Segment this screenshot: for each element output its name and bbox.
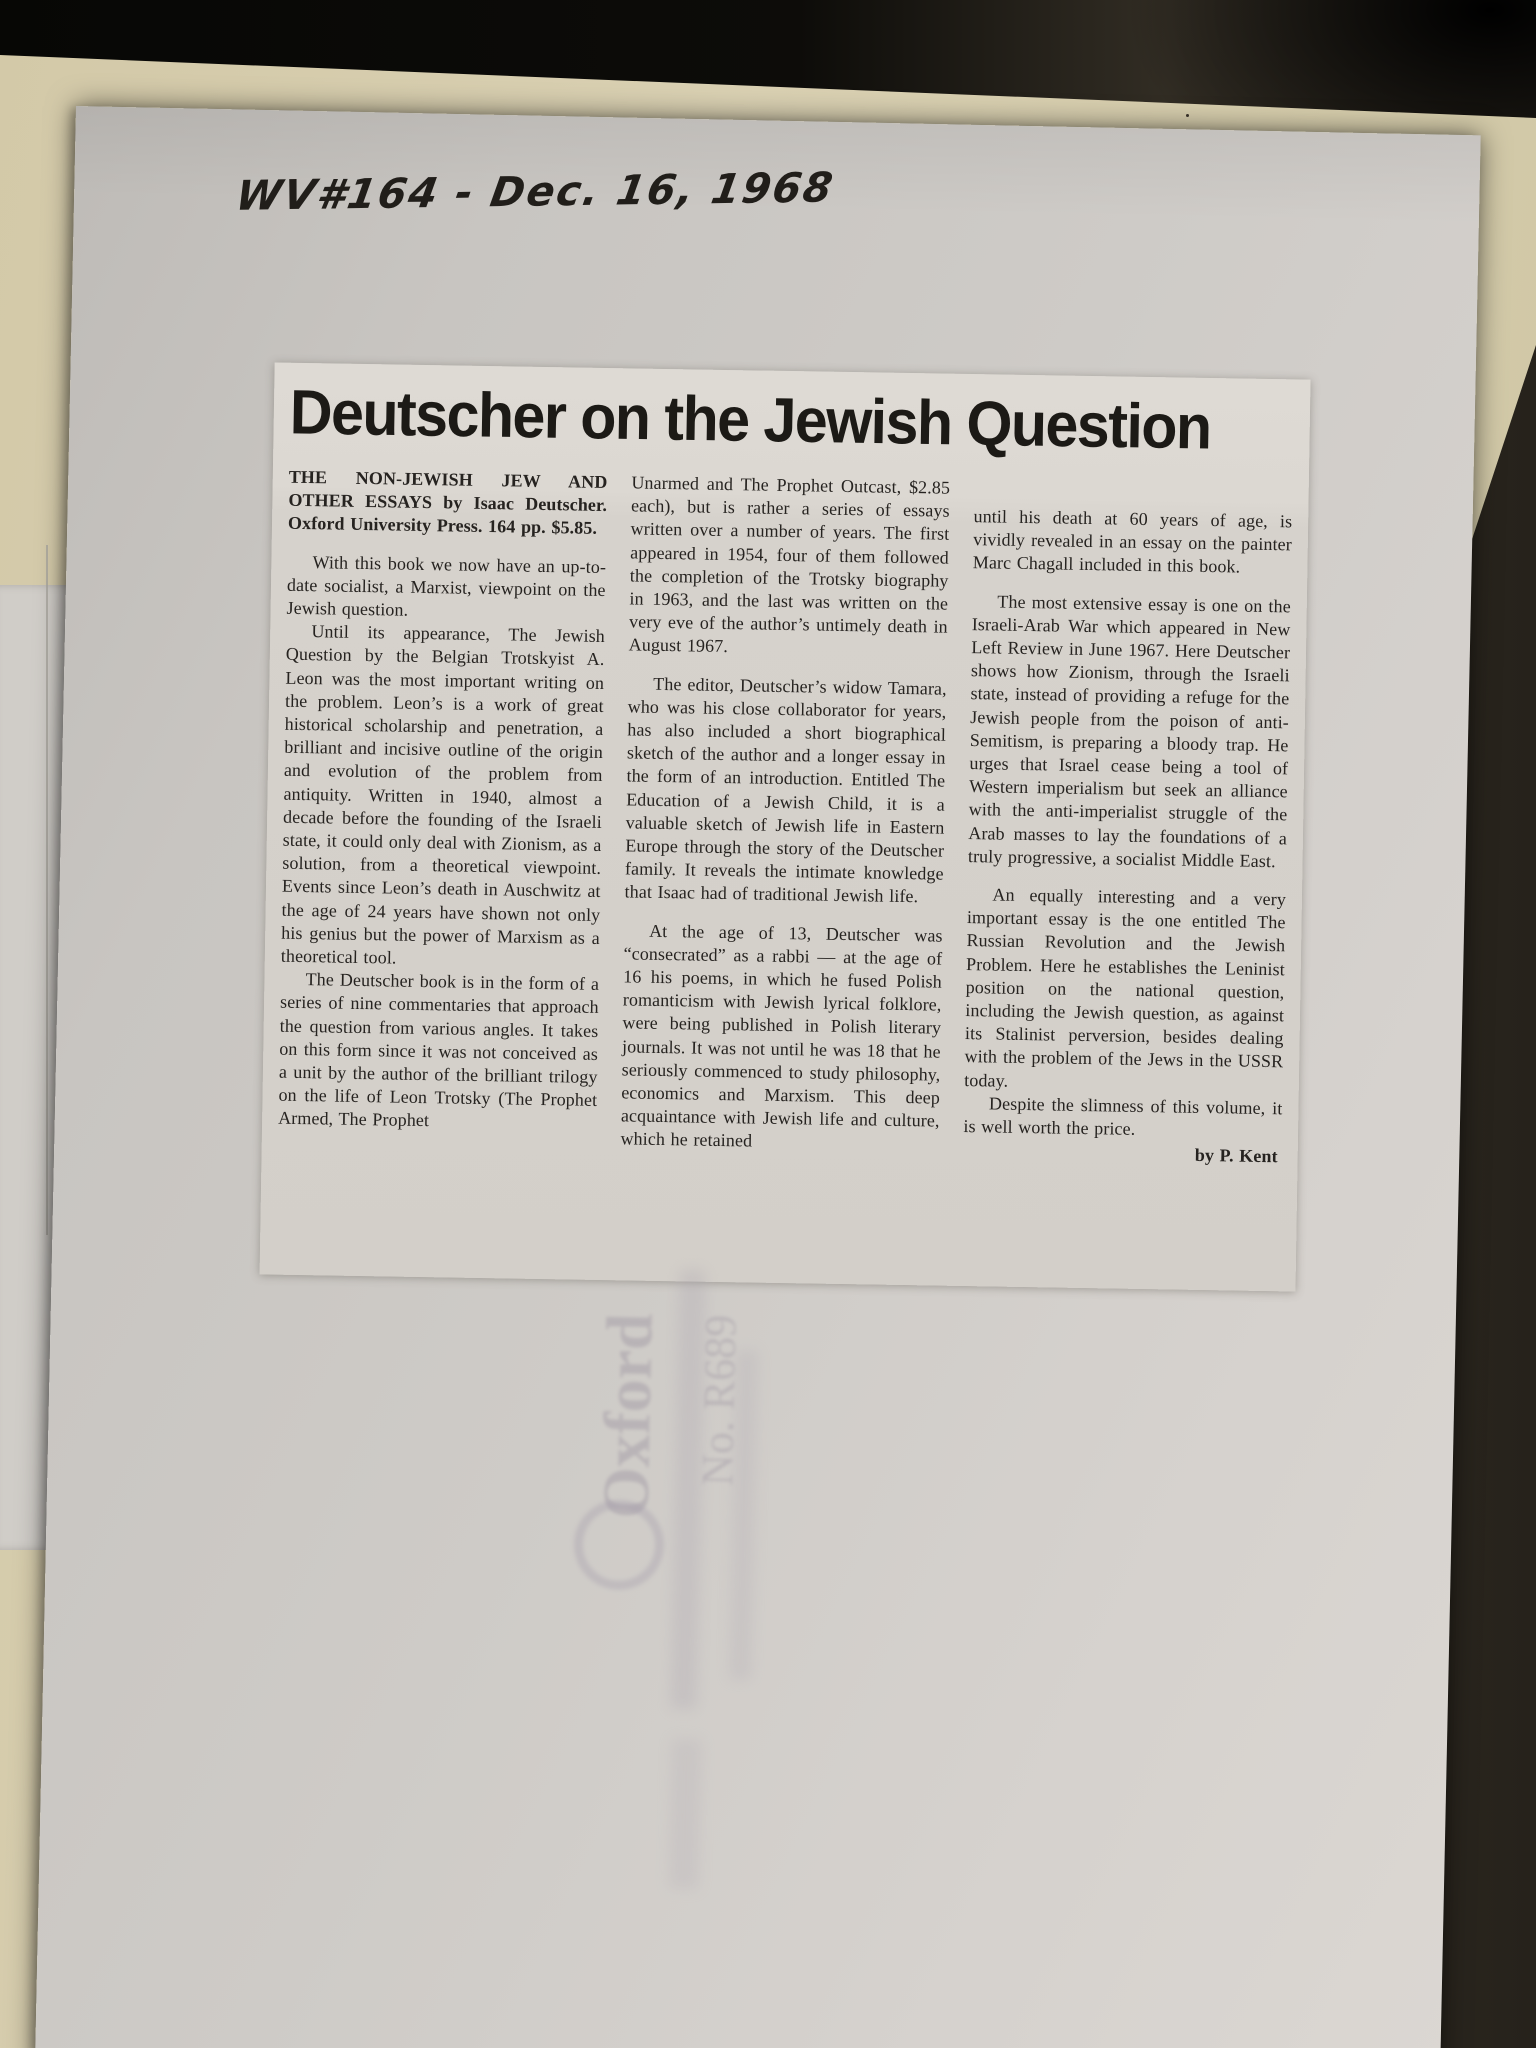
- stamp-circle-logo: [573, 1499, 665, 1591]
- stamp-smudge: [671, 1269, 706, 1709]
- article-paragraph: Until its appearance, The Jewish Question by the Belgian Trotskyist A. Leon was the most important writing on the problem. Leon’s is a work of great historical scholarship and penetration, a brilliant and incisive outline of the origin and evolution of the problem from antiquity. Written in 1940, almost a decade before the founding of the Israeli state, it could only deal with Zionism, as a solution, from a theoretical viewpoint. Events since Leon’s death in Auschwitz at the age of 24 years have shown not only his genius but the power of Marxism as a theoretical tool.: [280, 621, 606, 968]
- scan-sheet: [35, 106, 1481, 2048]
- article-column-1: [278, 466, 608, 1158]
- byline: by P. Kent: [1194, 1145, 1278, 1167]
- article-paragraph: At the age of 13, Deutscher was “consecrated” as a rabbi — at the age of 16 his poems, in which he fused Polish romanticism with Jewish lyrical folklore, were being published in Polish literary journals. It was not until he was 18 that he seriously commenced to study philosophy, economics and Marxism. This deep acquaintance with Jewish life and culture, which he retained: [620, 920, 943, 1151]
- article-columns: [278, 466, 1293, 1169]
- article-column-2: [620, 471, 950, 1163]
- article-paragraph: The Deutscher book is in the form of a series of nine commentaries that approach the question from various angles. It takes on this form since it was not conceived as a unit by the author of the brilliant trilogy on the life of Leon Trotsky (The Prophet Armed, The Prophet: [277, 969, 600, 1131]
- handwritten-annotation: WV#164 - Dec. 16, 1968: [232, 163, 838, 220]
- article-paragraph: The most extensive essay is one on the Israeli-Arab War which appeared in New Left Review in June 1967. Here Deutscher shows how Zionism, through the Israeli state, instead of providing a refuge for the Jewish people from the poison of anti-Semitism, is preparing a bloody trap. He urges that Israel cease being a tool of Western imperialism but seek an alliance with the anti-imperialist struggle of the Arab masses to lay the foundations of a truly progressive, a socialist Middle East.: [967, 591, 1291, 871]
- article-paragraph: The editor, Deutscher’s widow Tamara, who was his close collaborator for years, has also included a short biographical sketch of the author and a longer essay in the form of an introduction. Entitled The Education of a Jewish Child, it is a valuable sketch of Jewish life in Eastern Europe through the story of the Deutscher family. It reveals the intimate knowledge that Isaac had of traditional Jewish life.: [624, 673, 947, 907]
- article-paragraph: Despite the slimness of this volume, it is well worth the price.: [963, 1093, 1283, 1139]
- article-paragraph: An equally interesting and a very important essay is the one entitled The Russian Revolution and the Jewish Problem. Here he establishes the Leninist position on the national question, including the Jewish question, as against its Stalinist perversion, besides dealing with the problem of the Jews in the USSR today.: [964, 884, 1287, 1091]
- stamp-number: No. R689: [692, 1314, 746, 1487]
- stamp-smudge: [729, 1350, 758, 1680]
- stamp-text-oxford: Oxford: [589, 1312, 667, 1520]
- clipping-headline: Deutscher on the Jewish Question: [289, 377, 1212, 463]
- stamp-smudge: [669, 1739, 702, 1890]
- article-paragraph: until his death at 60 years of age, is vividly revealed in an essay on the painter Marc Chagall included in this book.: [972, 506, 1293, 577]
- article-column-3: [963, 477, 1293, 1169]
- crease-line: [46, 545, 48, 1235]
- article-paragraph: Unarmed and The Prophet Outcast, $2.85 each), but is rather a series of essays written over a number of years. The first appeared in 1954, four of them followed the completion of the Trotsky biography in 1963, and the last was written on the very eve of the author’s untimely death in August 1967.: [628, 472, 951, 657]
- news-clipping: [260, 362, 1311, 1291]
- article-paragraph: With this book we now have an up-to-date socialist, a Marxist, viewpoint on the Jewish question.: [286, 551, 607, 620]
- article-paragraph: THE NON-JEWISH JEW AND OTHER ESSAYS by Isaac Deutscher. Oxford University Press. 164 pp. $5.85.: [287, 466, 608, 539]
